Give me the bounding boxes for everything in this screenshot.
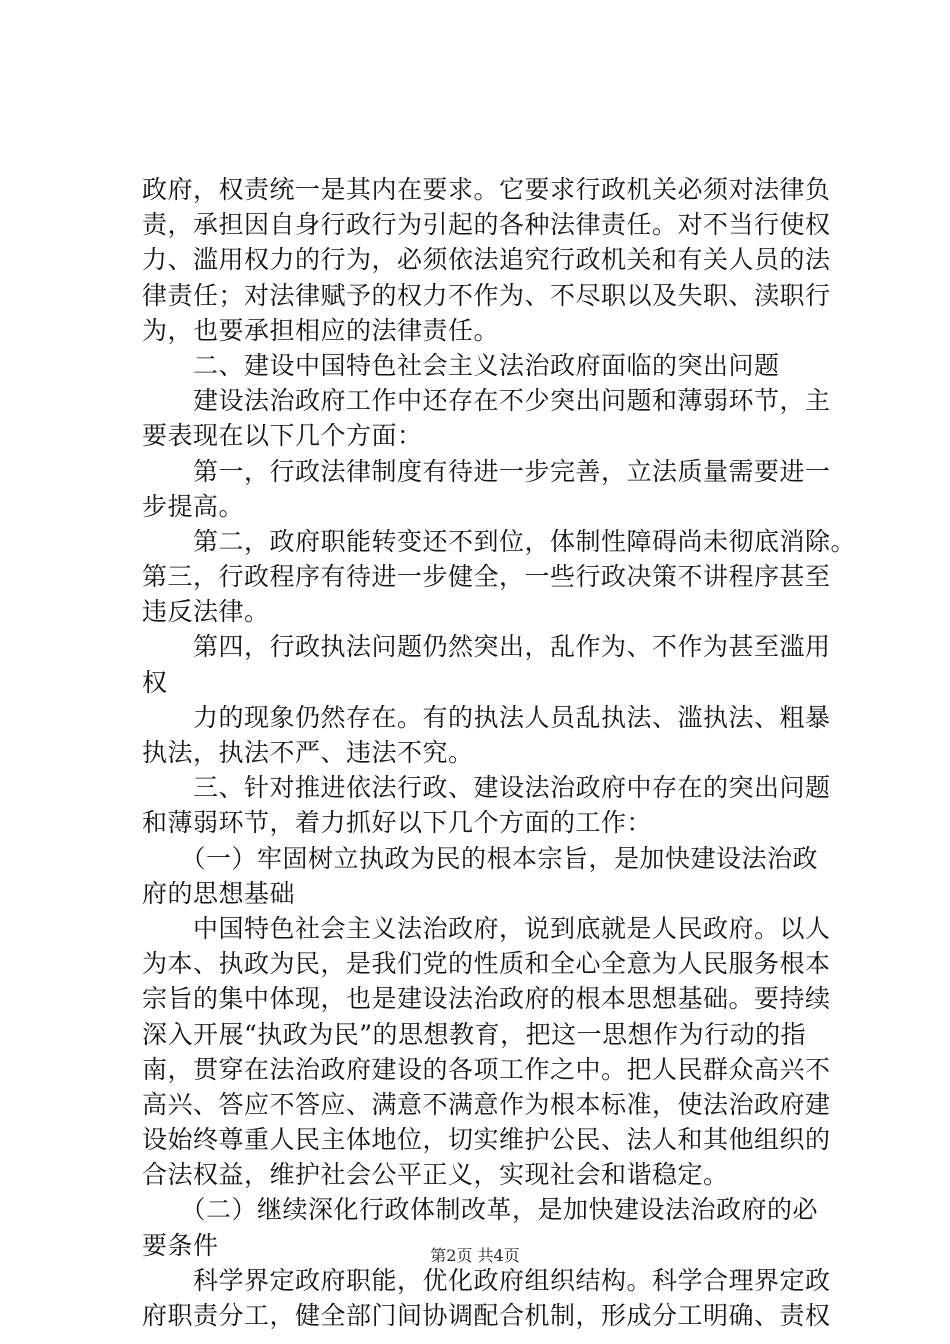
text-line: 律责任；对法律赋予的权力不作为、不尽职以及失职、渎职行 [142,280,831,310]
text-line: 步提高。 [142,491,245,521]
text-line: 深入开展“执政为民”的思想教育，把这一思想作为行动的指 [142,1019,807,1049]
text-line: 力、滥用权力的行为，必须依法追究行政机关和有关人员的法 [142,245,831,275]
section-heading-2: 二、建设中国特色社会主义法治政府面临的突出问题 [142,350,780,380]
text-line: 政府，权责统一是其内在要求。它要求行政机关必须对法律负 [142,175,831,204]
page-footer [0,1246,950,1266]
text-line: 第四，行政执法问题仍然突出，乱作为、不作为甚至滥用 [142,632,831,662]
text-line: 责，承担因自身行政行为引起的各种法律责任。对不当行使权 [142,210,831,240]
subsection-heading-2: （二）继续深化行政体制改革，是加快建设法治政府的必 [142,1195,819,1225]
text-line: 第一，行政法律制度有待进一步完善，立法质量需要进一 [142,456,831,486]
text-line: 执法，执法不严、违法不究。 [142,738,474,767]
text-line: 科学界定政府职能，优化政府组织结构。科学合理界定政 [142,1265,831,1295]
text-line: 宗旨的集中体现，也是建设法治政府的根本思想基础。要持续 [142,984,831,1014]
text-line: 建设法治政府工作中还存在不少突出问题和薄弱环节，主 [142,386,831,416]
text-line: 府职责分工，健全部门间协调配合机制，形成分工明确、责权 [142,1301,831,1330]
text-line: 权 [142,667,168,697]
text-line: 和薄弱环节，着力抓好以下几个方面的工作： [142,808,653,838]
text-line: 合法权益，维护社会公平正义，实现社会和谐稳定。 [142,1160,729,1190]
text-line: 力的现象仍然存在。有的执法人员乱执法、滥执法、粗暴 [142,702,831,732]
text-line: 要条件 [142,1230,219,1260]
text-line: 中国特色社会主义法治政府，说到底就是人民政府。以人 [142,913,831,943]
page-number: 第2页 共4页 [430,1246,520,1265]
text-line: 为本、执政为民，是我们党的性质和全心全意为人民服务根本 [142,949,831,979]
text-line: 违反法律。 [142,597,270,627]
text-line: 第三，行政程序有待进一步健全，一些行政决策不讲程序甚至 [142,562,831,592]
body-text [142,172,857,1333]
text-line: 府的思想基础 [142,878,296,908]
text-line: 南，贯穿在法治政府建设的各项工作之中。把人民群众高兴不 [142,1054,831,1084]
subsection-heading-1: （一）牢固树立执政为民的根本宗旨，是加快建设法治政 [142,843,819,873]
text-line: 为，也要承担相应的法律责任。 [142,315,500,345]
text-line: 高兴、答应不答应、满意不满意作为根本标准，使法治政府建 [142,1089,831,1119]
text-line: 第二，政府职能转变还不到位，体制性障碍尚未彻底消除。 [142,526,857,556]
text-line: 设始终尊重人民主体地位，切实维护公民、法人和其他组织的 [142,1125,831,1155]
section-heading-3: 三、针对推进依法行政、建设法治政府中存在的突出问题 [142,773,831,803]
text-line: 要表现在以下几个方面： [142,421,423,451]
